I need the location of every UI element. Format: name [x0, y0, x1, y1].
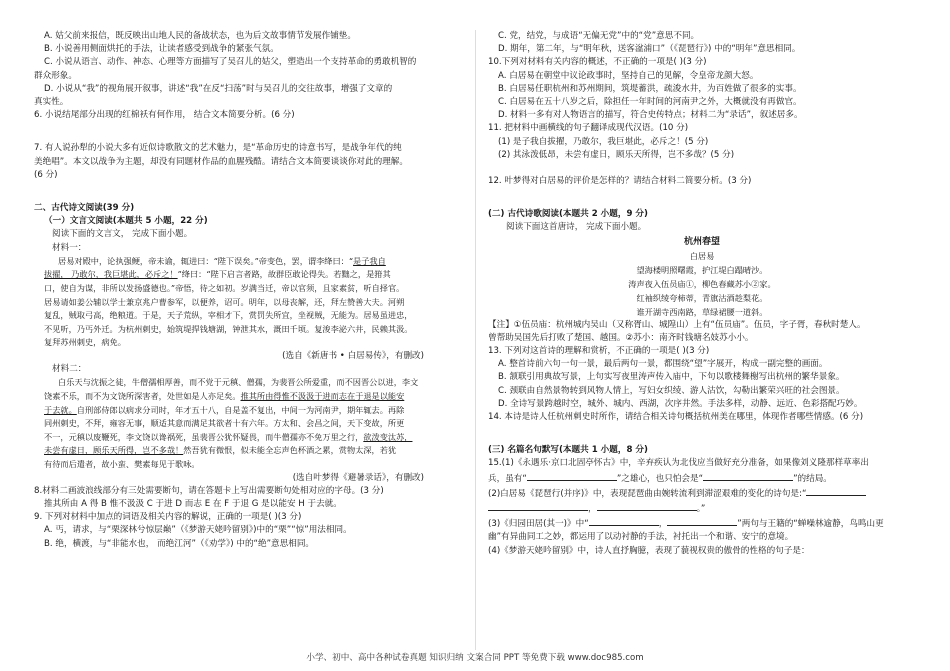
- poem-line: 涛声夜入伍员庙①，柳色春藏苏小②家。: [628, 278, 776, 289]
- question-13-option-a: A. 整首诗前六句一句一景，最后两句一景，都围绕“望”字展开，构成一副完整的画面。: [498, 359, 828, 370]
- material-2-source: (选自叶梦得《避暑录话》，有删改): [292, 472, 424, 483]
- question-8-text: 推其所由 A 得 B 惟不汲汲 C 于进 D 而志 E 在 F 于退 G 是以能安 H 于去就。: [44, 498, 342, 509]
- option-a: A. 姑父前来报信，既反映出山地人民的备战状态，也为后文故事情节发展作铺垫。: [44, 31, 356, 41]
- option-d-line1: D. 小说从“我”的视角展开叙事，讲述“我”在反“扫荡”时与吴召儿的交往故事，增强了文章的: [44, 83, 393, 94]
- material-1-label: 材料一：: [52, 242, 87, 253]
- question-10-option-c: C. 白居易在五十八岁之后，除担任一年时间的河南尹之外，大概就没有再做官。: [498, 97, 802, 108]
- material-1-line: 居易请如姜公辅以学士兼京兆户曹参军，以便养，诏可。明年，以母丧解，还，拜左赞善大夫。河朔: [44, 296, 405, 307]
- question-13: 13. 下列对这首诗的理解和赏析，不正确的一项是( )(3 分): [488, 346, 710, 357]
- question-6: 6. 小说结尾部分出现的红棉袄有何作用， 结合文本简要分析。(6 分): [34, 110, 295, 121]
- material-1-line: 复拜苏州刺史，病免。: [44, 337, 126, 348]
- material-2-line: 饶素不乐，而不为文饶所深害者，处世如是人亦足矣。推其所由得惟不汲汲于进而志在于退是以能安: [44, 391, 405, 401]
- question-9-option-c: C. 党，结党，与成语“无偏无党”中的“党”意思不同。: [498, 31, 700, 41]
- material-2-line: 白乐天与沈振之徒，牛僧孺相厚善，而不党于元稹、僧孺，为裴晋公所爱重，而不因晋公以进，李文: [58, 377, 419, 388]
- question-11: 11. 把材料中画横线的句子翻译成现代汉语。(10 分): [488, 123, 689, 134]
- poem-line: 红袖织绫夸柿蒂，青旗沽酒趁梨花。: [636, 292, 768, 303]
- material-2-line: 有待而后遣者，故小蛮、樊素每见于歌咏。: [44, 458, 200, 469]
- question-15-line2: 兵，虽有“ ”之雄心，也只怕会是“ ”的结局。: [488, 471, 916, 486]
- poem-title: 杭州春望: [683, 236, 720, 247]
- material-2-text: [34, 376, 464, 471]
- material-1-line: 不见听，乃丐外迁。为杭州刺史，始筑堤捍钱塘湖，钟泄其水，溉田千顷。复浚李泌六井，民赖其汲。: [44, 323, 413, 334]
- poem-block: [488, 235, 916, 319]
- column-divider: [475, 30, 476, 650]
- question-9-option-d: D. 期年，第二年，与“明年秋，送客湓浦口”（《琵琶行》) 中的“明年”意思相同。: [498, 44, 801, 55]
- section-2-1-heading: （一）文言文阅读(本题共 5 小题，22 分): [44, 216, 208, 227]
- material-2-label: 材料二：: [52, 364, 87, 375]
- question-10: 10.下列对材料有关内容的概述，不正确的一项是( )(3 分): [488, 57, 707, 68]
- poem-author: 白居易: [689, 250, 715, 261]
- option-c-line1: C. 小说从语言、动作、神态、心理等方面描写了吴召儿的姑父，塑造出一个支持革命的勇敢机智的: [44, 57, 417, 68]
- question-10-option-b: B. 白居易任职杭州和苏州期间，筑堤蓄洪，疏浚水井，为百姓做了很多的实事。: [498, 83, 802, 94]
- question-15-line6: (4)《梦游天姥吟留别》中，诗人直抒胸臆，表现了藐视权贵的傲骨的性格的句子是：: [488, 545, 810, 556]
- answer-blank[interactable]: [597, 501, 697, 511]
- answer-blank[interactable]: [667, 516, 737, 526]
- question-15-line1: 15.(1)《永遇乐·京口北固亭怀古》中，辛弃疾认为北伐应当做好充分准备，如果像刘义隆那样草率出: [488, 458, 869, 469]
- question-7-line3: (6 分): [34, 169, 58, 180]
- answer-blank[interactable]: [703, 471, 793, 481]
- question-14: 14. 本诗是诗人任杭州刺史时所作，请结合相关诗句概括杭州美在哪里，体现作者哪些情感。(6 分): [488, 412, 864, 423]
- section-2-heading: 二、古代诗文阅读(39 分): [34, 203, 135, 214]
- material-1-text: [34, 255, 464, 350]
- question-15-line3b: ， 。”: [488, 501, 916, 516]
- question-13-option-b: B. 颔联引用典故写景，上句实写夜里涛声传入庙中，下句以歌楼舞榭写出杭州的繁华景象。: [498, 372, 845, 383]
- answer-blank[interactable]: [488, 501, 588, 511]
- poem-line: 望海楼明照曙霞，护江堤白蹋晴沙。: [636, 264, 768, 275]
- option-d-line2: 真实性。: [34, 97, 69, 108]
- question-11-item-1: (1) 是子我自拔擢，乃敢尔，我巨堪此，必斥之！(5 分): [498, 136, 709, 147]
- section-2-2-heading: (二) 古代诗歌阅读(本题共 2 小题，9 分): [488, 209, 648, 220]
- material-2-line: 同州刺史，不拜，雍容无事，顺适其意而满足其欲者十有六年。方太和、会昌之间，天下变故，所更: [44, 418, 405, 429]
- poem-note-line1: 【注】①伍员庙：杭州城内吴山（又称胥山、城隍山）上有“伍员庙”。伍员，字子胥，春秋时楚人。: [488, 319, 866, 330]
- answer-blank[interactable]: [806, 486, 866, 496]
- reading-instruction: 阅读下面的文言文， 完成下面小题。: [52, 229, 193, 240]
- material-2-line: 不一，元稹以废鞭死，李文饶以谗祸死，虽裴晋公犹怀疑畏，而牛僧孺亦不免万里之行，欲泼变汰苏，: [44, 431, 413, 442]
- material-1-line: 口，使自为谋，非所以发扬盛德也。”帝悟，待之如初。岁满当迁，帝以官须，且家素贫，听自择官。: [44, 283, 405, 294]
- question-15-line5: 幽”有异曲同工之妙，都运用了以动衬静的手法，衬托出一个和谐、安宁的意境。: [488, 532, 794, 543]
- option-b: B. 小说善用侧面烘托的手法，让读者感受到战争的紧张气氛。: [44, 44, 279, 55]
- right-column: [488, 30, 916, 558]
- section-3-heading: (三) 名篇名句默写(本题共 1 小题，8 分): [488, 445, 648, 456]
- question-9-option-a: A. 丐，请求，与“栗深林兮惊层巅”（《梦游天姥吟留别》)中的“栗”“惊”用法相同。: [44, 525, 352, 536]
- material-2-line: 未尝有虚日，顾乐天所得，岂不多哉！然吾犹有微恨，似未能全忘声色杯酒之累，赏物太深，若犹: [44, 445, 397, 456]
- material-1-source: (选自《新唐书 • 白居易传》，有删改): [282, 351, 424, 361]
- question-10-option-d: D. 材料一多有对人物语言的描写，符合史传特点；材料二为“录话”，叙述居多。: [498, 110, 803, 121]
- answer-blank[interactable]: [527, 471, 617, 481]
- material-1-line: 居易对殿中，论执强鲠，帝未谕，辄进曰：“陛下误矣。”帝变色，罢，谓李绛曰：“是子我自: [58, 255, 386, 266]
- poem-note-line2: 曾帮助吴国先后打败了楚国、越国。②苏小：南齐时钱塘名妓苏小小。: [488, 332, 754, 343]
- question-13-option-c: C. 颈联由自然景物转到风物人情上，写妇女织绫、游人沽饮，勾勒出繁荣兴旺的社会图景。: [498, 385, 845, 396]
- question-13-option-d: D. 全诗写景跨越时空，城外、城内、西湖，次序井然。手法多样，动静、远近、色彩搭配巧妙。: [498, 398, 863, 409]
- question-8: 8.材料二画波浪线部分有三处需要断句，请在答题卡上写出需要断句处相对应的字母。(3 分): [34, 485, 384, 496]
- question-11-item-2: (2) 其泳泼低昂，未尝有虚日，顾乐天所得，岂不多哉？(5 分): [498, 149, 735, 160]
- question-12: 12. 叶梦得对白居易的评价是怎样的？请结合材料二简要分析。(3 分): [488, 176, 752, 187]
- left-column: [34, 30, 464, 551]
- material-1-line: 复乱，贼取弓高，绝粮道。于是，天子荒纵，宰相才下，赏罚失所宜，坐视贼，无能为。居易虽进忠，: [44, 310, 413, 321]
- material-2-line: 于去就。自刑部侍郎以病求分司时，年才五十八，自是盖不复出，中间一为河南尹，期年辄去。再除: [44, 404, 405, 415]
- question-15-line3: (2)白居易《琵琶行(并序)》中，表现琵琶曲由婉转流利到滞涩艰难的变化的诗句是:“: [488, 486, 916, 501]
- question-7-line1: 7. 有人说孙犁的小说大多有近似诗歌散文的艺术魅力，是“革命历史的诗意书写，是战争年代的纯: [34, 143, 402, 154]
- question-15-line4: (3)《归园田居(其一)》中“ ， ”两句与王籍的“蝉噪林逾静，鸟鸣山更: [488, 516, 916, 531]
- question-7-line2: 美绝唱”。本文以战争为主题，却没有同题材作品的血腥残酷。请结合文本简要谈谈你对此的理解。: [34, 156, 408, 167]
- question-9-option-b: B. 绝，横渡，与“非能水也， 而绝江河”（《劝学》) 中的“绝”意思相同。: [44, 538, 315, 549]
- poem-instruction: 阅读下面这首唐诗， 完成下面小题。: [506, 222, 647, 233]
- answer-blank[interactable]: [589, 516, 659, 526]
- page-footer: 小学、初中、高中各种试卷真题 知识归纳 文案合同 PPT 等免费下载 www.doc985.com: [306, 653, 644, 663]
- option-c-line2: 群众形象。: [34, 70, 77, 81]
- question-10-option-a: A. 白居易在朝堂中议论政事时，坚持自己的见解，令皇帝龙颜大怒。: [498, 70, 759, 81]
- poem-line: 谁开湖寺西南路，草绿裙腰一道斜。: [636, 306, 768, 317]
- question-9: 9. 下列对材料中加点的词语及相关内容的解说，正确的一项是( )(3 分): [34, 512, 302, 523]
- material-1-line: 拔擢， 乃敢尔，我巨堪此，必斥之！”绛曰：“陛下启言者路，故群臣敢论得失。若黜之，是箝其: [44, 269, 391, 280]
